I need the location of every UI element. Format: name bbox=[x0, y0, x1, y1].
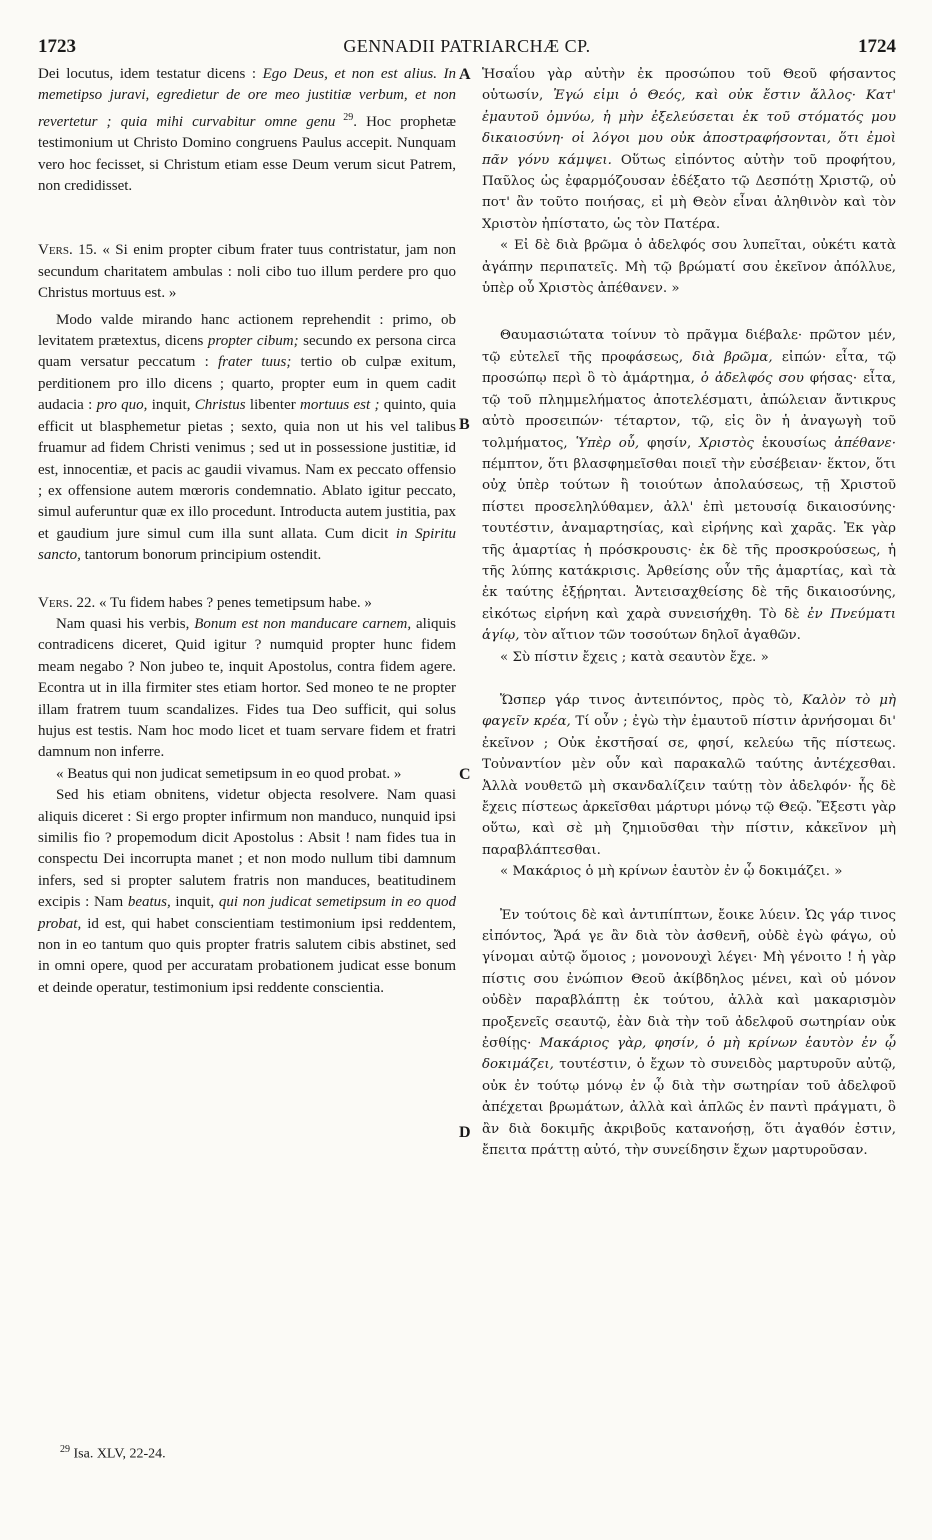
greek-verse-quote: « Μακάριος ὁ μὴ κρίνων ἑαυτὸν ἐν ᾧ δοκιμάζει. » bbox=[500, 864, 843, 880]
footnote-text: Isa. XLV, 22-24. bbox=[70, 1446, 166, 1462]
latin-column bbox=[38, 64, 456, 999]
greek-column bbox=[482, 64, 896, 1162]
running-title: GENNADII PATRIARCHÆ CP. bbox=[343, 36, 591, 56]
greek-paragraph-1: Ἡσαΐου γὰρ αὐτὴν ἐκ προσώπου τοῦ Θεοῦ φήσαντος οὑτωσίν, Ἐγώ εἰμι ὁ Θεός, καὶ οὐκ ἔστιν ἄλλος· Κατ' ἐμαυτοῦ ὀμνύω, ἡ μὴν ἐξελεύσεται ἐκ τοῦ στόματός μου δικαιοσύνη· οἱ λόγοι μου οὐκ ἀποστραφήσονται, ὅτι ἐμοὶ πᾶν γόνυ κάμψει. Οὕτως εἰπόντος αὐτὴν τοῦ προφήτου, Παῦλος ὡς ἐφαρμόζουσαν ἐδέξατο τῷ Δεσπότῃ Χριστῷ, οὐ ποτ' ἂν τοῦτο ποιήσας, εἰ μὴ Θεὸν εἶναι ἀληθινὸν καὶ τὸν Χριστὸν ἠπίστατο, ὡς τὸν Πατέρα. bbox=[482, 67, 897, 232]
latin-verse-22: Vers. 22. « Tu fidem habes ? penes temetipsum habe. » bbox=[38, 594, 372, 611]
page-number-right: 1724 bbox=[858, 36, 896, 57]
greek-paragraph-2: Θαυμασιώτατα τοίνυν τὸ πρᾶγμα διέβαλε· πρῶτον μέν, τῷ εὐτελεῖ τῆς προφάσεως, διὰ βρῶμα, εἰπών· εἶτα, τῷ προσώπῳ περὶ ὃ τὸ ἁμάρτημα, ὁ ἀδελφός σου φήσας· εἶτα, τῷ τοῦ πλημμελήματος ἀποτελέσματι, ἀπώλειαν ἄντικρυς αὐτὸ προσειπών· τέταρτον, τῷ, εἰς ὃν ἡ ἀναγωγὴ τοῦ τολμήματος, Ὑπὲρ οὗ, φησίν, Χριστὸς ἑκουσίως ἀπέθανε· πέμπτον, ὅτι βλασφημεῖσθαι ποιεῖ τὴν εὐσέβειαν· ἕκτον, ὅτι οὐχ ὑπὲρ τούτων ἢ τοιούτων ἀπολαύσεως, τῇ Χριστοῦ πίστει προσεληλύθαμεν, ἀλλ' ἐπὶ μετουσίᾳ δικαιοσύνης· τουτέστιν, ἀναμαρτησίας, καὶ εἰρήνης καὶ χαρᾶς. Ἐκ γὰρ τῆς ἁμαρτίας ἡ πρόσκρουσις· ἐκ δὲ τῆς προσκρούσεως, ἡ τῆς λύπης κατάκρισις. Ἀρθείσης οὖν τῆς ἁμαρτίας, καὶ τὰ ἐκ ταύτης ἐξῄρηται. Ἀντεισαχθείσης δὲ τῆς δικαιοσύνης, εἰκότως εἰρήνη καὶ χαρὰ συνεισήχθη. Τὸ δὲ ἐν Πνεύματι ἁγίῳ, τὸν αἴτιον τῶν τοσούτων δηλοῖ ἀγαθῶν. bbox=[482, 328, 896, 644]
margin-marker-c: C bbox=[459, 766, 471, 783]
margin-marker-a: A bbox=[459, 66, 471, 83]
latin-paragraph-1: Dei locutus, idem testatur dicens : Ego Deus, et non est alius. In memetipso juravi, egredietur de ore meo justitiæ verbum, et non revertetur ; quia mihi curvabitur omne genu $^{29}$. Hoc prophetæ testimonium ut Christo Domino congruens Paulus accepit. Nunquam vero hoc fecisset, si Christum etiam esse Deum verum sicut Patrem, non credidisset. bbox=[38, 66, 456, 195]
footnote-ref: 29 bbox=[335, 111, 354, 123]
greek-paragraph-3: Ὥσπερ γάρ τινος ἀντειπόντος, πρὸς τὸ, Καλὸν τὸ μὴ φαγεῖν κρέα, Τί οὖν ; ἐγὼ τὴν ἐμαυτοῦ πίστιν ἀρνήσομαι δι' ἐκεῖνον ; Οὐκ ἐκστῆσαί σε, φησί, κελεύω τῆς πίστεως. Τοὐναντίον μὲν οὖν καὶ παρακαλῶ ταύτης ἀντέχεσθαι. Ἀλλὰ νουθετῶ μὴ σκανδαλίζειν ταύτῃ τὸν ἀδελφόν· ἧς δὲ ἔχεις πίστεως ἀρκεῖσθαι μάρτυρι μόνῳ τῷ Θεῷ. Ἔξεστι γὰρ οὕτω, καὶ σὲ μὴ ζημιοῦσθαι τὴν πίστιν, κἀκεῖνον μὴ παραβλάπτεσθαι. bbox=[482, 692, 896, 858]
page-number-left: 1723 bbox=[38, 36, 76, 57]
latin-paragraph-3: Nam quasi his verbis, Bonum est non manducare carnem, aliquis contradicens diceret, Quid igitur ? numquid propter hunc fidem meam negabo ? Non jubeo te, inquit Apostolus, contra fidem agere. Econtra ut in illa firmiter stes etiam hortor. Sed moneo te ne propter illam fratrem tuum scandalizes. Fides tua Deo sufficit, qui solus hujus est testis. Nam hoc modo licet et tuam servare fidem et fratri damnum non inferre. bbox=[38, 615, 457, 761]
greek-verse-15: « Εἰ δὲ διὰ βρῶμα ὁ ἀδελφός σου λυπεῖται, οὐκέτι κατὰ ἀγάπην περιπατεῖς. Μὴ τῷ βρώματί σου ἐκεῖνον ἀπόλλυε, ὑπὲρ οὗ Χριστὸς ἀπέθανεν. » bbox=[482, 238, 896, 297]
greek-verse-22: « Σὺ πίστιν ἔχεις ; κατὰ σεαυτὸν ἔχε. » bbox=[500, 649, 769, 665]
latin-verse-15: Vers. 15. « Si enim propter cibum frater tuus contristatur, jam non secundum charitatem ambulas : noli cibo tuo illum perdere pro quo Christus mortuus est. » bbox=[38, 242, 456, 302]
footnote bbox=[60, 1444, 166, 1463]
latin-paragraph-5: Sed his etiam obnitens, videtur objecta resolvere. Nam quasi aliquis diceret : Si ergo propter infirmum non manduco, nunquid ipsi similis fio ? propemodum dicit Apostolus : Absit ! nam fides tua in conspectu Dei incorrupta manet ; et non modo nullum tibi damnum infers, sed si propter salutem fratris non manduces, beatitudinem excipis : Nam beatus, inquit, qui non judicat semetipsum in eo quod probat, id est, qui habet conscientiam testimonium ipsi reddentem, non in eo tantum quo quis propter fratris salutem cibis abstinet, sed in omni opere, quod per accuratam probationem judicat esse bonum et deinde operatur, testimonium ipsi reddente conscientia. bbox=[38, 787, 456, 996]
margin-marker-d: D bbox=[459, 1124, 471, 1141]
latin-paragraph-2: Modo valde mirando hanc actionem reprehendit : primo, ob levitatem prætextus, dicens propter cibum; secundo ex persona circa quam versatur peccatum : frater tuus; tertio ob culpæ exitum, perditionem pro illo dicens ; quarto, propter eum in quem cadit audacia : pro quo, inquit, Christus libenter mortuus est ; quinto, quia efficit ut blasphemetur pietas ; sexto, quia non ut his vel talibus fruamur ad fidem Christi venimus ; sed ut in possessione justitiæ, id est, innocentiæ, et pacis ac gaudii vivamus. Nam ex peccato offensio ; ex offensione autem mœroris condemnatio. Ablato igitur peccato, simul auferuntur quæ ex illo procedunt. Introducta autem justitia, pax et gaudium jure simul cum illa sunt allata. Cum dicit in Spiritu sancto, tantorum bonorum principium ostendit. bbox=[38, 311, 457, 564]
margin-marker-b: B bbox=[459, 416, 470, 433]
latin-verse-quote: « Beatus qui non judicat semetipsum in eo quod probat. » bbox=[56, 765, 402, 782]
running-header bbox=[38, 36, 896, 60]
verse-label: Vers. 22. bbox=[38, 594, 96, 611]
greek-paragraph-4: Ἐν τούτοις δὲ καὶ ἀντιπίπτων, ἔοικε λύειν. Ὡς γάρ τινος εἰπόντος, Ἄρά γε ἂν διὰ τὸν ἀσθενῆ, οὐδὲ ἐγὼ φάγω, οὐ γίνομαι αὐτῷ ὅμοιος ; μονονουχὶ λέγει· Μὴ γένοιτο ! ἡ γὰρ πίστις σου ἐνώπιον Θεοῦ ἀκίβδηλος μένει, καὶ οὐ μόνον οὐδὲν παραβλάπτῃ ἐκ τούτου, ἀλλὰ καὶ μακαρισμὸν προξενεῖς σεαυτῷ, ἐὰν διὰ τὴν τοῦ ἀδελφοῦ σωτηρίαν οὐκ ἐσθίῃς· Μακάριος γὰρ, φησίν, ὁ μὴ κρίνων ἑαυτὸν ἐν ᾧ δοκιμάζει, τουτέστιν, ὁ ἔχων τὸ συνειδὸς μαρτυροῦν αὐτῷ, οὐκ ἐν τούτῳ μόνῳ ἐν ᾧ διὰ τὴν σωτηρίαν τοῦ ἀδελφοῦ ἀπέχεται βρωμάτων, ἀλλὰ καὶ ἁπλῶς ἐν παντὶ πράγματι, ὃ ἂν διὰ δοκιμῆς ἀκριβοῦς κατανοήσῃ, ὅτι ἀγαθόν ἐστιν, ἔπειτα πράττῃ αὐτό, τὴν συνείδησιν ἔχων μαρτυροῦσαν. bbox=[482, 907, 896, 1159]
footnote-number: 29 bbox=[60, 1444, 70, 1455]
verse-label: Vers. 15. bbox=[38, 242, 97, 259]
